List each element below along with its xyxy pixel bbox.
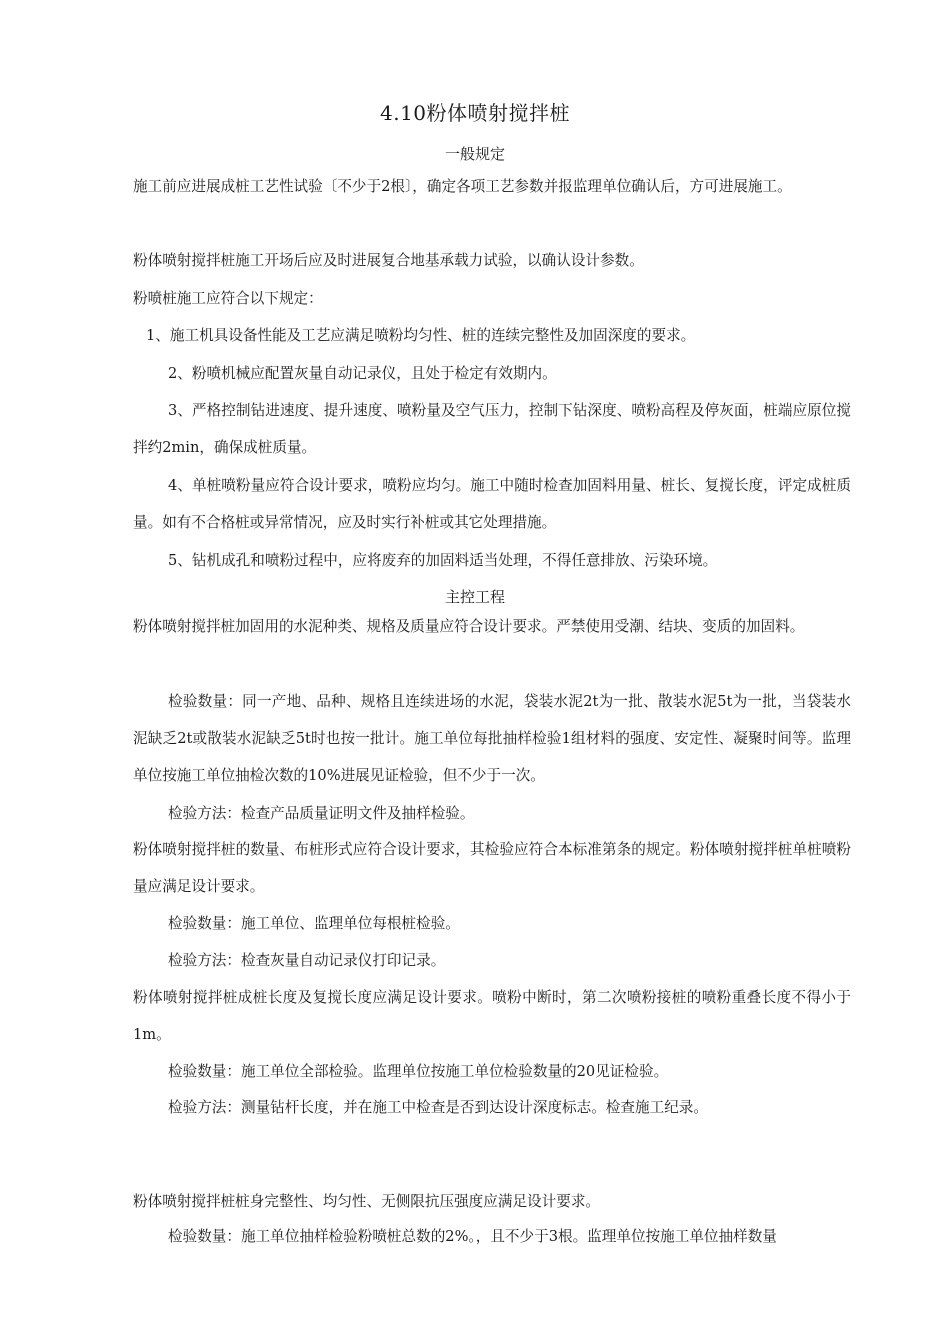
inspection-method: 检验方法：测量钻杆长度，并在施工中检查是否到达设计深度标志。检查施工纪录。	[168, 1099, 708, 1116]
list-item: 5、钻机成孔和喷粉过程中，应将废弃的加固料适当处理，不得任意排放、污染环境。	[168, 552, 718, 569]
inspection-quantity: 检验数量：施工单位全部检验。监理单位按施工单位检验数量的20见证检验。	[168, 1063, 669, 1080]
document-title: 4.10粉体喷射搅拌桩	[379, 101, 571, 125]
section-heading-general: 一般规定	[444, 145, 505, 163]
inspection-quantity: 检验数量：同一产地、品种、规格且连续进场的水泥，袋装水泥2t为一批、散装水泥5t为一批，当袋装水泥缺乏2t或散装水泥缺乏5t时也按一批计。施工单位每批抽样检验1组材料的强度、安定性、凝聚时间等。监理单位按施工单位抽检次数的10%进展见证检验，但不少于一次。	[133, 693, 851, 784]
paragraph: 粉体喷射搅拌桩施工开场后应及时进展复合地基承载力试验，以确认设计参数。	[133, 252, 644, 269]
paragraph: 粉喷桩施工应符合以下规定：	[133, 290, 323, 307]
list-item: 1、施工机具设备性能及工艺应满足喷粉均匀性、桩的连续完整性及加固深度的要求。	[146, 327, 696, 344]
inspection-quantity: 检验数量：施工单位抽样检验粉喷桩总数的2%。，且不少于3根。监理单位按施工单位抽样数量	[168, 1228, 777, 1245]
inspection-method: 检验方法：检查灰量自动记录仪打印记录。	[168, 952, 446, 969]
paragraph: 粉体喷射搅拌桩的数量、布桩形式应符合设计要求，其检验应符合本标准第条的规定。粉体喷射搅拌桩单桩喷粉量应满足设计要求。	[133, 841, 851, 895]
list-item: 4、单桩喷粉量应符合设计要求，喷粉应均匀。施工中随时检查加固料用量、桩长、复搅长度，评定成桩质量。如有不合格桩或异常情况，应及时实行补桩或其它处理措施。	[133, 477, 851, 531]
section-heading-main: 主控工程	[444, 588, 505, 606]
list-item: 2、粉喷机械应配置灰量自动记录仪，且处于检定有效期内。	[168, 365, 557, 382]
paragraph: 粉体喷射搅拌桩桩身完整性、均匀性、无侧限抗压强度应满足设计要求。	[133, 1193, 601, 1210]
inspection-quantity: 检验数量：施工单位、监理单位每根桩检验。	[168, 915, 460, 932]
paragraph: 粉体喷射搅拌桩成桩长度及复搅长度应满足设计要求。喷粉中断时，第二次喷粉接桩的喷粉重叠长度不得小于1m。	[133, 989, 851, 1043]
inspection-method: 检验方法：检查产品质量证明文件及抽样检验。	[168, 805, 475, 822]
list-item: 3、严格控制钻进速度、提升速度、喷粉量及空气压力，控制下钻深度、喷粉高程及停灰面，桩端应原位搅拌约2min，确保成桩质量。	[133, 402, 851, 456]
paragraph: 施工前应进展成桩工艺性试验〔不少于2根〕，确定各项工艺参数并报监理单位确认后，方可进展施工。	[133, 178, 792, 195]
paragraph: 粉体喷射搅拌桩加固用的水泥种类、规格及质量应符合设计要求。严禁使用受潮、结块、变质的加固料。	[133, 618, 805, 635]
